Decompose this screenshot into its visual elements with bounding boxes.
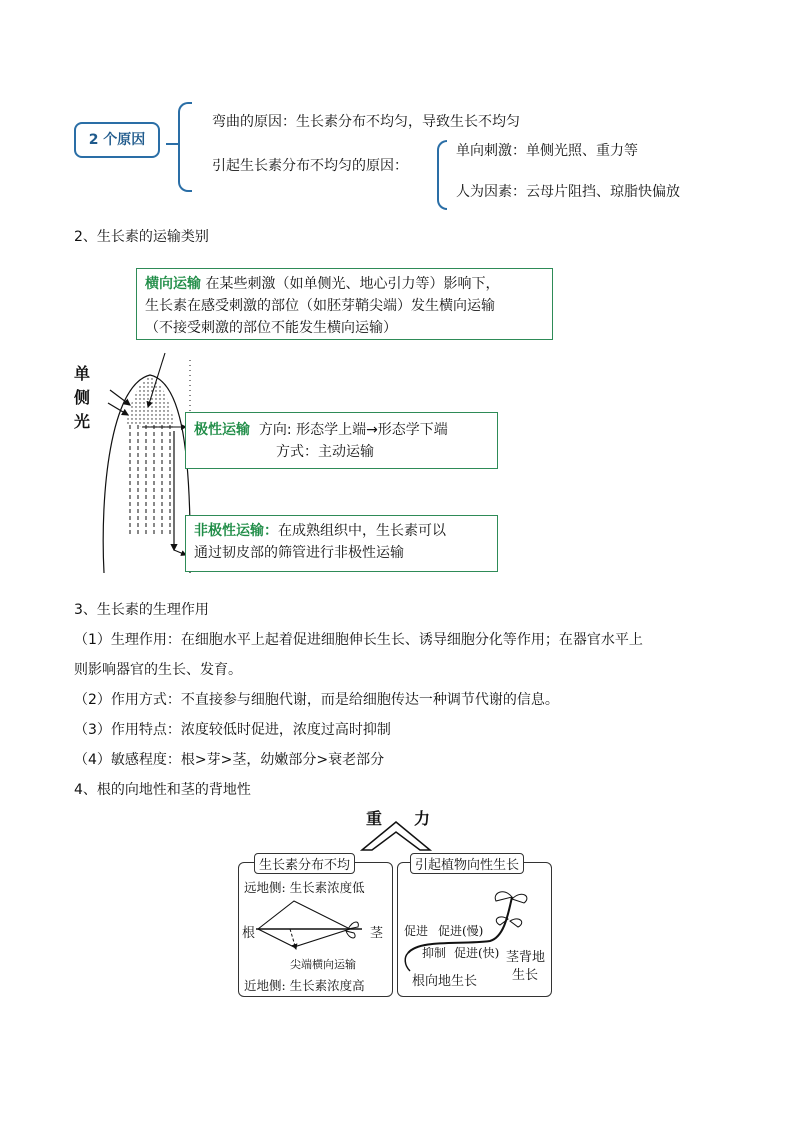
far-side-label: 远地侧: 生长素浓度低	[244, 880, 365, 895]
stem-grow-label: 生长	[512, 968, 539, 983]
polar-transport-box	[185, 412, 498, 469]
lateral-term: 横向运输	[145, 276, 201, 292]
auxin-triangle-diagram	[250, 895, 370, 955]
polar-term: 极性运输	[194, 422, 250, 438]
leaf-1	[495, 892, 512, 901]
function-item-2: （2）作用方式：不直接参与细胞代谢，而是给细胞传达一种调节代谢的信息。	[74, 692, 559, 708]
promote-slow-label: 促进(慢)	[438, 924, 484, 938]
section4-heading: 4、根的向地性和茎的背地性	[74, 782, 251, 798]
reasons-label: 2 个原因	[88, 132, 146, 148]
section2-heading: 2、生长素的运输类别	[74, 229, 209, 245]
reason-sub-stimulus: 单向刺激：单侧光照、重力等	[456, 143, 638, 159]
bracket-tip	[166, 143, 178, 145]
auxin-distribution-title: 生长素分布不均	[254, 853, 355, 874]
reasons-label-box	[74, 122, 160, 158]
auxin-triangle	[258, 901, 350, 947]
left-leaf	[348, 922, 358, 929]
tropism-title: 引起植物向性生长	[410, 853, 524, 874]
section3	[74, 595, 734, 805]
nonpolar-transport-box	[185, 515, 498, 572]
function-item-3: （3）作用特点：浓度较低时促进，浓度过高时抑制	[74, 722, 391, 738]
light-char-3: 光	[74, 412, 91, 431]
stem-away-label: 茎背地	[506, 950, 546, 965]
root-label-left: 根	[242, 926, 256, 941]
left-leaf-2	[346, 931, 355, 938]
gravity-chevron-icon	[356, 818, 436, 854]
coleoptile-tip-dots	[126, 377, 176, 430]
light-arrow-1	[110, 390, 130, 405]
polar-mode: 方式：主动运输	[276, 444, 374, 460]
reason-sub-human: 人为因素：云母片阻挡、琼脂快偏放	[456, 184, 680, 200]
lateral-text3: （不接受刺激的部位不能发生横向运输）	[145, 320, 397, 336]
lateral-text1: 在某些刺激（如单侧光、地心引力等）影响下，	[205, 276, 500, 292]
coleoptile-diagram	[90, 345, 200, 575]
light-char-1: 单	[74, 364, 91, 383]
leaf-2	[512, 894, 527, 903]
polar-direction: 方向: 形态学上端→形态学下端	[258, 422, 448, 438]
stem-label-left: 茎	[370, 926, 384, 941]
function-item-4: （4）敏感程度：根>芽>茎，幼嫩部分>衰老部分	[74, 752, 385, 768]
function-item-1a: （1）生理作用：在细胞水平上起着促进细胞伸长生长、诱导细胞分化等作用；在器官水平上	[74, 632, 643, 648]
promote-label: 促进	[404, 924, 429, 938]
light-arrow-2	[108, 403, 128, 415]
reason-line-uneven: 引起生长素分布不均匀的原因：	[212, 158, 408, 174]
main-bracket	[178, 102, 192, 192]
tip-transport-label: 尖端横向运输	[290, 958, 356, 971]
sub-bracket	[437, 140, 447, 210]
promote-fast-label: 促进(快)	[454, 946, 500, 960]
near-side-label: 近地侧: 生长素浓度高	[244, 978, 365, 993]
function-item-1b: 则影响器官的生长、发育。	[74, 662, 242, 678]
light-label	[74, 362, 90, 434]
lateral-transport-box	[136, 268, 553, 340]
gravity-right-char: 力	[414, 809, 431, 828]
leaf-3	[496, 917, 508, 925]
lateral-text2: 生长素在感受刺激的部位（如胚芽鞘尖端）发生横向运输	[145, 298, 495, 314]
inhibit-label: 抑制	[422, 946, 447, 960]
bent-root	[405, 953, 410, 971]
reason-line-bend: 弯曲的原因：生长素分布不均匀，导致生长不均匀	[212, 114, 520, 130]
section3-heading: 3、生长素的生理作用	[74, 602, 209, 618]
nonpolar-text1: 在成熟组织中，生长素可以	[278, 523, 446, 539]
nonpolar-term: 非极性运输：	[194, 523, 278, 539]
light-char-2: 侧	[74, 388, 91, 407]
gravity-left-char: 重	[366, 809, 383, 828]
nonpolar-text2: 通过韧皮部的筛管进行非极性运输	[194, 545, 404, 561]
root-toward-label: 根向地生长	[412, 974, 478, 989]
leaf-4	[510, 919, 522, 927]
